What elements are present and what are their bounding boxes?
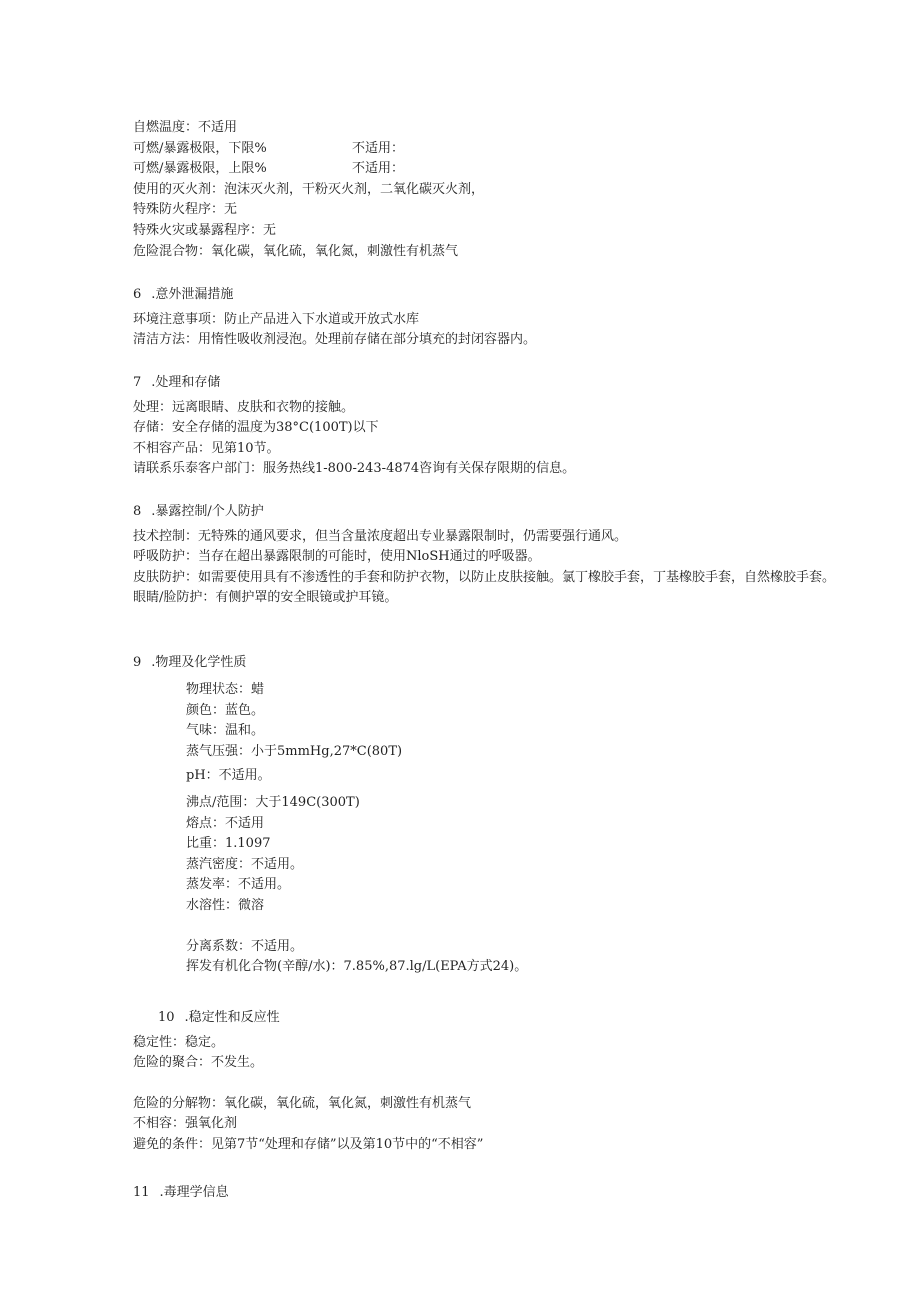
section-6-line: 清洁方法：用惰性吸收剂浸泡。处理前存储在部分填充的封闭容器内。 xyxy=(133,332,537,348)
property-line: 蒸气压强：小于5mmHg,27*C(80T) xyxy=(186,743,403,759)
autoignition-line: 自燃温度：不适用 xyxy=(133,120,238,135)
special-hazards-line: 特殊火灾或暴露程序：无 xyxy=(133,222,277,238)
section-9-number: 9 xyxy=(133,655,142,670)
section-7-line: 存储：安全存储的温度为38°C(100T)以下 xyxy=(133,420,379,436)
section-10-line: 稳定性：稳定。 xyxy=(133,1034,225,1050)
section-8-heading xyxy=(133,502,850,523)
upper-limit-value: 不适用： xyxy=(352,161,405,177)
section-11-heading xyxy=(133,1183,850,1204)
property-line: 水溶性：微溶 xyxy=(186,897,265,913)
section-7-line: 请联系乐泰客户部门：服务热线1-800-243-4874咨询有关保存限期的信息。 xyxy=(133,461,576,477)
section-7-number: 7 xyxy=(133,375,142,390)
section-9-title: .物理及化学性质 xyxy=(151,655,247,670)
section-7-heading xyxy=(133,373,850,394)
section-6-heading xyxy=(133,285,850,306)
property-line: 物理状态：蜡 xyxy=(186,682,265,697)
section-8-title: .暴露控制/个人防护 xyxy=(151,504,264,519)
property-line: 蒸汽密度：不适用。 xyxy=(186,856,304,872)
section-10-number: 10 xyxy=(158,1010,175,1025)
section-11-number: 11 xyxy=(133,1185,150,1200)
property-line: 颜色：蓝色。 xyxy=(186,702,265,718)
section-6 xyxy=(133,285,850,351)
property-line: 气味：温和。 xyxy=(186,723,265,739)
section-8-line: 技术控制：无特殊的通风要求，但当含量浓度超出专业暴露限制时，仍需要强行通风。 xyxy=(133,528,628,544)
lower-limit-label: 可燃/暴露极限，下限% xyxy=(133,140,267,156)
property-line: 挥发有机化合物(辛醇/水)：7.85%,87.lg∕L(EPA方式24)。 xyxy=(186,959,528,975)
lower-limit-row xyxy=(133,139,850,160)
section-6-title: .意外泄漏措施 xyxy=(151,287,234,302)
section-9-heading xyxy=(133,653,850,674)
section-7-line: 处理：远离眼睛、皮肤和衣物的接触。 xyxy=(133,399,355,415)
section-7-line: 不相容产品：见第10节。 xyxy=(133,440,280,456)
section-8-line: 呼吸防护：当存在超出暴露限制的可能时，使用NloSH通过的呼吸器。 xyxy=(133,549,541,565)
section-8 xyxy=(133,502,850,609)
section-7-title: .处理和存储 xyxy=(151,375,221,390)
property-line: pH：不适用。 xyxy=(186,768,271,784)
section-11-title: .毒理学信息 xyxy=(159,1185,229,1200)
section-10-line: 危险的分解物：氧化碳，氧化硫，氧化氮，刺激性有机蒸气 xyxy=(133,1095,472,1111)
extinguishers-line: 使用的灭火剂：泡沫灭火剂，干粉灭火剂，二氧化碳灭火剂， xyxy=(133,181,485,197)
lower-limit-value: 不适用： xyxy=(352,140,405,156)
section-8-line: 皮肤防护：如需要使用具有不渗透性的手套和防护衣物，以防止皮肤接触。氯丁橡胶手套，丁基橡胶手套，自然橡胶手套。 xyxy=(133,569,836,585)
section-8-number: 8 xyxy=(133,504,142,519)
fire-fighting-block xyxy=(133,118,850,262)
section-10-title: .稳定性和反应性 xyxy=(184,1010,280,1025)
upper-limit-row xyxy=(133,159,850,180)
section-7 xyxy=(133,373,850,480)
section-10 xyxy=(133,1008,850,1156)
property-line: 分离系数：不适用。 xyxy=(186,938,304,954)
section-10-line: 危险的聚合：不发生。 xyxy=(133,1055,264,1071)
section-8-line: 眼睛/脸防护：有侧护罩的安全眼镜或护耳镜。 xyxy=(133,590,398,606)
property-line: 蒸发率：不适用。 xyxy=(186,877,291,893)
property-line: 熔点：不适用 xyxy=(186,815,265,831)
section-9-properties xyxy=(186,680,850,978)
upper-limit-label: 可燃/暴露极限，上限% xyxy=(133,161,267,177)
section-10-line: 不相容：强氧化剂 xyxy=(133,1116,238,1132)
section-6-number: 6 xyxy=(133,287,142,302)
section-9 xyxy=(133,653,850,674)
special-procedures-line: 特殊防火程序：无 xyxy=(133,202,238,218)
property-line: 比重：1.1097 xyxy=(186,836,271,852)
section-6-line: 环境注意事项：防止产品进入下水道或开放式水库 xyxy=(133,311,420,327)
hazardous-products-line: 危险混合物：氧化碳，氧化硫，氧化氮，刺激性有机蒸气 xyxy=(133,243,459,259)
section-11 xyxy=(133,1183,850,1204)
section-10-heading xyxy=(133,1008,850,1029)
property-line: 沸点/范围：大于149C(300T) xyxy=(186,794,360,810)
section-10-line: 避免的条件：见第7节“处理和存储”以及第10节中的“不相容” xyxy=(133,1136,484,1152)
